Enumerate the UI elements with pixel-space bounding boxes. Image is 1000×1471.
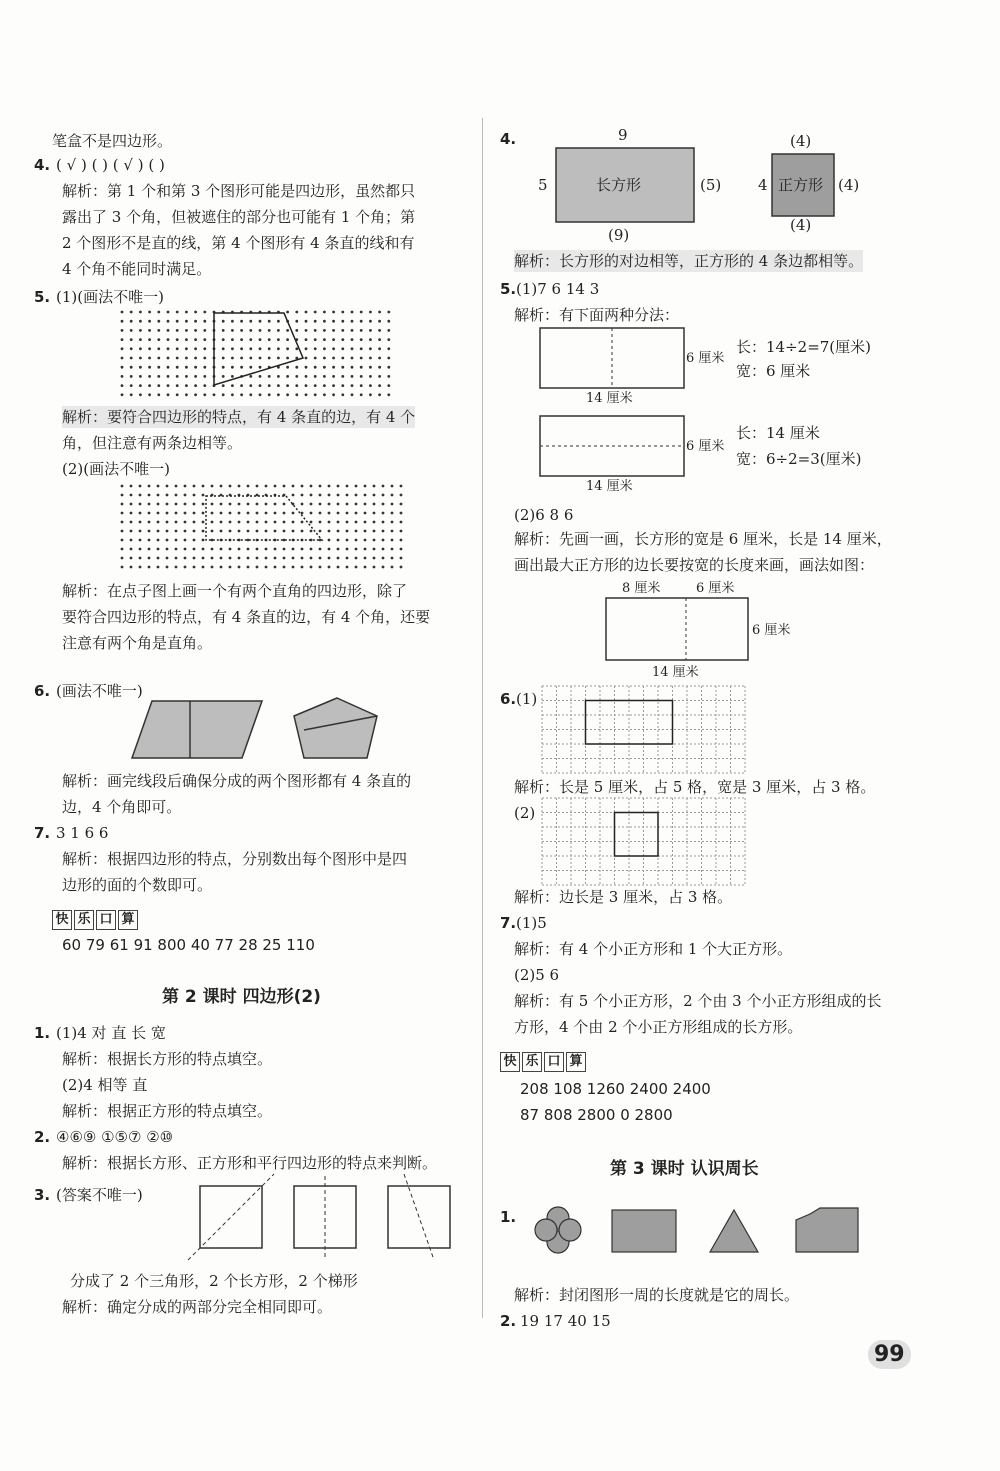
square-in-rect: [606, 598, 752, 662]
badge-char: 乐: [522, 1052, 542, 1072]
divided-shapes: [132, 696, 452, 766]
analysis-line: 解析：长是 5 厘米，占 5 格，宽是 3 厘米，占 3 格。: [514, 778, 876, 796]
analysis-line: 注意有两个角是直角。: [62, 634, 213, 652]
analysis-line: 边，4 个角即可。: [62, 798, 182, 816]
analysis-line: 边形的面的个数即可。: [62, 876, 213, 894]
badge-char: 口: [96, 910, 116, 930]
analysis-line: 解析：有 4 个小正方形和 1 个大正方形。: [514, 940, 793, 958]
grid-square-wrap: [542, 798, 748, 890]
mental-math-badge: [500, 1052, 586, 1072]
dim-label: 14 厘米: [586, 479, 633, 494]
analysis-line: 画出最大正方形的边长要按宽的长度来画，画法如图：: [514, 556, 875, 574]
r5-part1: (1)7 6 14 3: [516, 280, 600, 298]
dim-label: 14 厘米: [586, 391, 633, 406]
mental-math-row: 87 808 2800 0 2800: [520, 1106, 673, 1124]
calc-line: 宽：6÷2=3(厘米): [736, 450, 862, 468]
question-number: 1.: [34, 1024, 51, 1042]
analysis-line: 解析：有 5 个小正方形，2 个由 3 个小正方形组成的长: [514, 992, 882, 1010]
question-number: 4.: [500, 130, 517, 148]
dim-label: 6 厘米: [752, 623, 791, 638]
badge-char: 算: [566, 1052, 586, 1072]
analysis-line: 角，但注意有两条边相等。: [62, 434, 243, 452]
question-number: 2.: [34, 1128, 51, 1146]
square-bottom-label: (4): [790, 216, 812, 234]
q4-answers: ( √ ) ( ) ( √ ) ( ): [56, 156, 165, 174]
t2-answers: 19 17 40 15: [520, 1312, 611, 1330]
r6-part2: (2): [514, 804, 536, 822]
analysis-line: 2 个图形不是直的线，第 4 个图形有 4 条直的线和有: [62, 234, 415, 252]
analysis-line: 方形，4 个由 2 个小正方形组成的长方形。: [514, 1018, 803, 1036]
s3-result: 分成了 2 个三角形，2 个长方形，2 个梯形: [70, 1272, 358, 1290]
r6-part1: (1): [516, 690, 538, 708]
question-number: 6.: [500, 690, 517, 708]
dot-grid-quadrilateral-2: [120, 484, 410, 576]
s1-part1: (1)4 对 直 长 宽: [56, 1024, 166, 1042]
split-squares: [194, 1178, 464, 1258]
calc-line: 长：14 厘米: [736, 424, 820, 442]
badge-char: 快: [52, 910, 72, 930]
question-number: 1.: [500, 1208, 517, 1226]
analysis-line: 露出了 3 个角，但被遮住的部分也可能有 1 个角；第: [62, 208, 416, 226]
dim-label: 6 厘米: [686, 351, 725, 366]
grid-rectangle: [542, 686, 748, 778]
analysis-line: 解析：第 1 个和第 3 个图形可能是四边形，虽然都只: [62, 182, 416, 200]
question-number: 6.: [34, 682, 51, 700]
r5-part2: (2)6 8 6: [514, 506, 574, 524]
analysis-line: 解析：封闭图形一周的长度就是它的周长。: [514, 1286, 800, 1304]
analysis-line: 解析：根据正方形的特点填空。: [62, 1102, 273, 1120]
rect-label: 长方形: [596, 176, 642, 194]
analysis-line: 4 个角不能同时满足。: [62, 260, 212, 278]
square-label: 正方形: [778, 176, 824, 194]
calc-line: 长：14÷2=7(厘米): [736, 338, 872, 356]
s3-note: (答案不唯一): [56, 1186, 143, 1204]
badge-char: 口: [544, 1052, 564, 1072]
q5-part2: (2)(画法不唯一): [62, 460, 170, 478]
mental-math-badge: [52, 910, 138, 930]
q5-part1: (1)(画法不唯一): [56, 288, 164, 306]
question-number: 7.: [500, 914, 517, 932]
split-rect-vertical: [540, 328, 690, 390]
analysis-line: 解析：长方形的对边相等，正方形的 4 条边都相等。: [514, 252, 864, 270]
analysis-line: 解析：画完线段后确保分成的两个图形都有 4 条直的: [62, 772, 412, 790]
text-line: 笔盒不是四边形。: [52, 132, 173, 150]
analysis-line: 要符合四边形的特点，有 4 条直的边，有 4 个角，还要: [62, 608, 431, 626]
dim-label: 6 厘米: [686, 439, 725, 454]
closed-shapes: [528, 1202, 868, 1264]
dim-label: 8 厘米: [622, 581, 661, 596]
q7-answers: 3 1 6 6: [56, 824, 109, 842]
column-divider: [482, 118, 483, 1318]
section-title: 第 3 课时 认识周长: [610, 1159, 759, 1179]
q6-note: (画法不唯一): [56, 682, 143, 700]
mental-math-row: 208 108 1260 2400 2400: [520, 1080, 711, 1098]
analysis-line: 解析：要符合四边形的特点，有 4 条直的边，有 4 个: [62, 408, 416, 426]
analysis-line: 解析：在点子图上画一个有两个直角的四边形，除了: [62, 582, 408, 600]
badge-char: 快: [500, 1052, 520, 1072]
question-number: 2.: [500, 1312, 517, 1330]
square-top-label: (4): [790, 132, 812, 150]
analysis-line: 解析：边长是 3 厘米，占 3 格。: [514, 888, 733, 906]
square-left-label: 4: [758, 176, 768, 194]
square-right-label: (4): [838, 176, 860, 194]
rect-top-label: 9: [618, 126, 628, 144]
question-number: 3.: [34, 1186, 51, 1204]
dim-label: 6 厘米: [696, 581, 735, 596]
question-number: 7.: [34, 824, 51, 842]
r7-part1: (1)5: [516, 914, 547, 932]
analysis-line: 解析：根据长方形、正方形和平行四边形的特点来判断。: [62, 1154, 438, 1172]
grid-square: [542, 798, 748, 890]
s1-part2: (2)4 相等 直: [62, 1076, 148, 1094]
dim-label: 14 厘米: [652, 665, 699, 680]
question-number: 5.: [34, 288, 51, 306]
rect-left-label: 5: [538, 176, 548, 194]
analysis-line: 解析：先画一画，长方形的宽是 6 厘米，长是 14 厘米，: [514, 530, 892, 548]
question-number: 5.: [500, 280, 517, 298]
rect-right-label: (5): [700, 176, 722, 194]
calc-line: 宽：6 厘米: [736, 362, 811, 380]
r7-part2: (2)5 6: [514, 966, 560, 984]
dot-grid-quadrilateral-1: [120, 310, 390, 402]
analysis-line: 解析：确定分成的两部分完全相同即可。: [62, 1298, 333, 1316]
mental-math-values: 60 79 61 91 800 40 77 28 25 110: [62, 936, 315, 954]
section-title: 第 2 课时 四边形(2): [162, 987, 321, 1007]
badge-char: 算: [118, 910, 138, 930]
question-number: 4.: [34, 156, 51, 174]
analysis-line: 解析：根据四边形的特点，分别数出每个图形中是四: [62, 850, 408, 868]
analysis-line: 解析：有下面两种分法：: [514, 306, 680, 324]
analysis-line: 解析：根据长方形的特点填空。: [62, 1050, 273, 1068]
page-number: 99: [868, 1340, 911, 1369]
split-rect-horizontal: [540, 416, 690, 478]
s2-answers: ④⑥⑨ ①⑤⑦ ②⑩: [56, 1128, 174, 1146]
badge-char: 乐: [74, 910, 94, 930]
rect-bottom-label: (9): [608, 226, 630, 244]
